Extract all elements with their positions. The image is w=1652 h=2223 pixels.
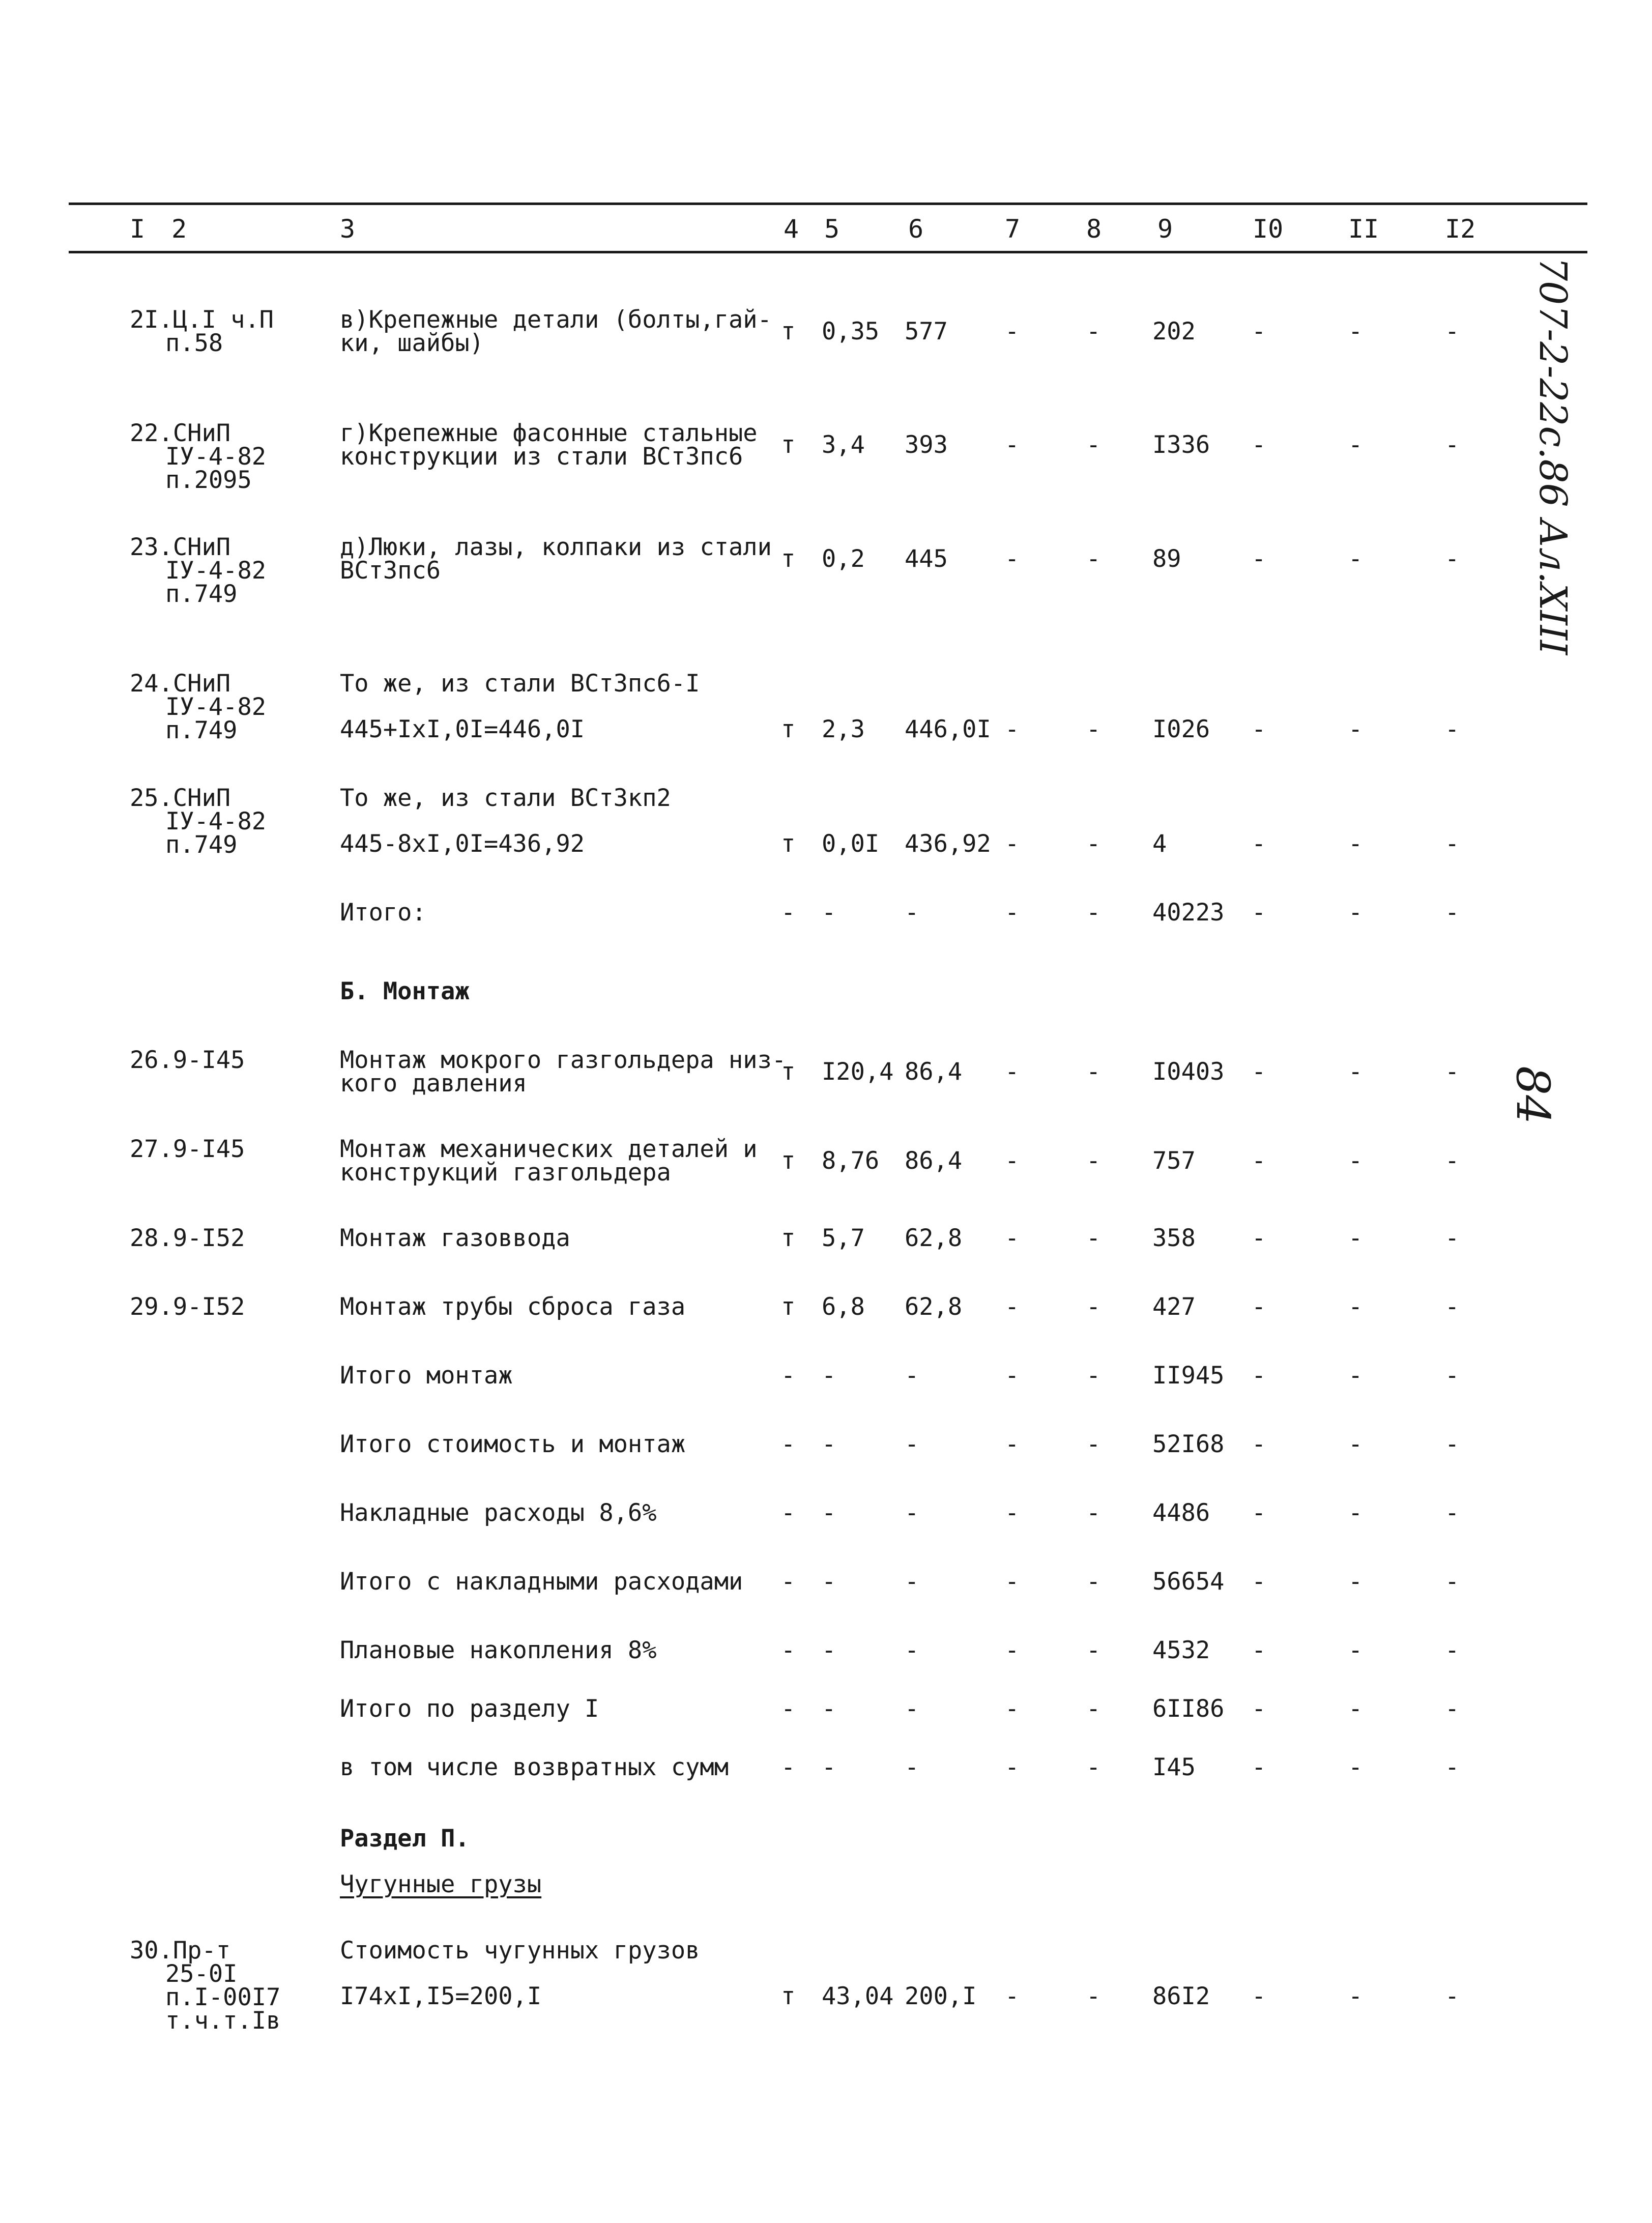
cell-c10: - bbox=[1252, 1058, 1266, 1086]
row-reference: 30.Пр-т bbox=[130, 1937, 231, 1965]
cell-c11: - bbox=[1348, 1224, 1363, 1252]
cell-c4: - bbox=[781, 1568, 796, 1596]
cell-c5: - bbox=[822, 1362, 836, 1390]
cell-c11: - bbox=[1348, 1982, 1363, 2010]
row-reference-line: 25-0I bbox=[165, 1960, 238, 1988]
cell-c4: - bbox=[781, 1695, 796, 1723]
cell-c7: - bbox=[1005, 899, 1020, 927]
cell-c10: - bbox=[1252, 317, 1266, 345]
cell-c12: - bbox=[1445, 1058, 1460, 1086]
cell-c5: 8,76 bbox=[822, 1147, 880, 1175]
cell-c8: - bbox=[1086, 1147, 1101, 1175]
cell-c11: - bbox=[1348, 1430, 1363, 1458]
cell-c5: - bbox=[822, 1568, 836, 1596]
cell-c5: 2,3 bbox=[822, 715, 865, 743]
row-description: Итого с накладными расходами bbox=[340, 1568, 743, 1596]
cell-c11: - bbox=[1348, 431, 1363, 459]
row-reference: 29.9-I52 bbox=[130, 1293, 245, 1321]
row-reference-line: IУ-4-82 bbox=[165, 693, 267, 721]
row-description: Б. Монтаж bbox=[340, 977, 470, 1005]
cell-c8: - bbox=[1086, 830, 1101, 858]
row-description: ки, шайбы) bbox=[340, 329, 484, 357]
cell-c8: - bbox=[1086, 1430, 1101, 1458]
cell-c9: 6II86 bbox=[1152, 1695, 1225, 1723]
col-header-7: 7 bbox=[1005, 214, 1021, 244]
cell-c10: - bbox=[1252, 1636, 1266, 1664]
cell-c4: т bbox=[781, 545, 796, 573]
cell-c10: - bbox=[1252, 830, 1266, 858]
row-description: г)Крепежные фасонные стальные bbox=[340, 419, 758, 447]
cell-c11: - bbox=[1348, 830, 1363, 858]
cell-c9: I026 bbox=[1152, 715, 1210, 743]
cell-c4: т bbox=[781, 1982, 796, 2010]
col-header-8: 8 bbox=[1086, 214, 1102, 244]
row-description: I74xI,I5=200,I bbox=[340, 1982, 542, 2010]
row-reference: 2I.Ц.I ч.П bbox=[130, 306, 274, 334]
cell-c6: - bbox=[905, 1753, 919, 1781]
row-reference-line: п.2095 bbox=[165, 466, 252, 494]
cell-c8: - bbox=[1086, 1224, 1101, 1252]
cell-c4: - bbox=[781, 1753, 796, 1781]
col-header-6: 6 bbox=[908, 214, 924, 244]
cell-c6: - bbox=[905, 1362, 919, 1390]
cell-c8: - bbox=[1086, 1362, 1101, 1390]
cell-c11: - bbox=[1348, 715, 1363, 743]
cell-c5: 0,0I bbox=[822, 830, 880, 858]
cell-c9: 202 bbox=[1152, 317, 1196, 345]
cell-c11: - bbox=[1348, 545, 1363, 573]
row-reference: 22.СНиП bbox=[130, 419, 231, 447]
cell-c7: - bbox=[1005, 1695, 1020, 1723]
row-description: ВСт3пс6 bbox=[340, 557, 441, 585]
cell-c9: 427 bbox=[1152, 1293, 1196, 1321]
cell-c8: - bbox=[1086, 1293, 1101, 1321]
cell-c8: - bbox=[1086, 1636, 1101, 1664]
cell-c12: - bbox=[1445, 317, 1460, 345]
cell-c4: - bbox=[781, 1636, 796, 1664]
cell-c5: - bbox=[822, 1695, 836, 1723]
cell-c4: т bbox=[781, 830, 796, 858]
cell-c12: - bbox=[1445, 1293, 1460, 1321]
row-reference: 25.СНиП bbox=[130, 784, 231, 812]
cell-c8: - bbox=[1086, 1753, 1101, 1781]
cell-c10: - bbox=[1252, 1147, 1266, 1175]
cell-c12: - bbox=[1445, 1636, 1460, 1664]
cell-c8: - bbox=[1086, 545, 1101, 573]
cell-c7: - bbox=[1005, 1293, 1020, 1321]
cell-c11: - bbox=[1348, 1753, 1363, 1781]
cell-c12: - bbox=[1445, 1568, 1460, 1596]
cell-c12: - bbox=[1445, 1982, 1460, 2010]
cell-c7: - bbox=[1005, 1499, 1020, 1527]
cell-c12: - bbox=[1445, 1430, 1460, 1458]
cell-c7: - bbox=[1005, 1147, 1020, 1175]
cell-c5: 3,4 bbox=[822, 431, 865, 459]
cell-c9: 358 bbox=[1152, 1224, 1196, 1252]
row-description: Монтаж мокрого газгольдера низ- bbox=[340, 1046, 787, 1074]
col-header-11: II bbox=[1348, 214, 1379, 244]
cell-c6: 62,8 bbox=[905, 1224, 963, 1252]
cell-c4: т bbox=[781, 1058, 796, 1086]
cell-c10: - bbox=[1252, 431, 1266, 459]
cell-c5: I20,4 bbox=[822, 1058, 894, 1086]
row-description: Итого: bbox=[340, 899, 426, 927]
row-description: Чугунные грузы bbox=[340, 1870, 542, 1898]
cell-c7: - bbox=[1005, 545, 1020, 573]
cell-c9: I45 bbox=[1152, 1753, 1196, 1781]
row-reference: 26.9-I45 bbox=[130, 1046, 245, 1074]
cell-c9: 86I2 bbox=[1152, 1982, 1210, 2010]
cell-c5: - bbox=[822, 1636, 836, 1664]
cell-c12: - bbox=[1445, 431, 1460, 459]
cell-c9: 4532 bbox=[1152, 1636, 1210, 1664]
header-bottom-rule bbox=[69, 251, 1587, 253]
row-reference-line: п.749 bbox=[165, 716, 238, 744]
row-description: в том числе возвратных сумм bbox=[340, 1753, 729, 1781]
col-header-1: I bbox=[130, 214, 146, 244]
cell-c7: - bbox=[1005, 431, 1020, 459]
cell-c4: т bbox=[781, 431, 796, 459]
cell-c12: - bbox=[1445, 1147, 1460, 1175]
cell-c11: - bbox=[1348, 899, 1363, 927]
col-header-4: 4 bbox=[784, 214, 799, 244]
cell-c10: - bbox=[1252, 1430, 1266, 1458]
row-description: Накладные расходы 8,6% bbox=[340, 1499, 657, 1527]
cell-c10: - bbox=[1252, 1224, 1266, 1252]
cell-c6: - bbox=[905, 1636, 919, 1664]
row-reference: 23.СНиП bbox=[130, 533, 231, 561]
cell-c12: - bbox=[1445, 715, 1460, 743]
row-description: Раздел П. bbox=[340, 1825, 470, 1853]
cell-c4: - bbox=[781, 1499, 796, 1527]
row-reference: 24.СНиП bbox=[130, 670, 231, 698]
cell-c10: - bbox=[1252, 899, 1266, 927]
row-description: Итого стоимость и монтаж bbox=[340, 1430, 686, 1458]
row-description: Плановые накопления 8% bbox=[340, 1636, 657, 1664]
cell-c10: - bbox=[1252, 1499, 1266, 1527]
cell-c12: - bbox=[1445, 899, 1460, 927]
cell-c6: 393 bbox=[905, 431, 948, 459]
cell-c6: 446,0I bbox=[905, 715, 991, 743]
cell-c5: - bbox=[822, 1430, 836, 1458]
cell-c6: - bbox=[905, 899, 919, 927]
cell-c6: 200,I bbox=[905, 1982, 977, 2010]
cell-c5: 6,8 bbox=[822, 1293, 865, 1321]
row-description: То же, из стали ВСт3пс6-I bbox=[340, 670, 700, 698]
cell-c6: 86,4 bbox=[905, 1147, 963, 1175]
row-description: конструкции из стали ВСт3пс6 bbox=[340, 443, 743, 471]
cell-c9: 757 bbox=[1152, 1147, 1196, 1175]
cell-c4: т bbox=[781, 1147, 796, 1175]
cell-c7: - bbox=[1005, 715, 1020, 743]
cell-c11: - bbox=[1348, 1568, 1363, 1596]
cell-c9: I0403 bbox=[1152, 1058, 1225, 1086]
cell-c9: 4486 bbox=[1152, 1499, 1210, 1527]
cell-c8: - bbox=[1086, 1568, 1101, 1596]
page-number: 84 bbox=[1506, 1066, 1559, 1124]
cell-c9: I336 bbox=[1152, 431, 1210, 459]
cell-c8: - bbox=[1086, 431, 1101, 459]
cell-c10: - bbox=[1252, 1362, 1266, 1390]
cell-c12: - bbox=[1445, 1224, 1460, 1252]
cell-c10: - bbox=[1252, 1695, 1266, 1723]
col-header-12: I2 bbox=[1445, 214, 1476, 244]
cell-c8: - bbox=[1086, 1058, 1101, 1086]
cell-c11: - bbox=[1348, 317, 1363, 345]
row-description: Итого по разделу I bbox=[340, 1695, 599, 1723]
cell-c10: - bbox=[1252, 1568, 1266, 1596]
header-top-rule bbox=[69, 203, 1587, 205]
cell-c11: - bbox=[1348, 1293, 1363, 1321]
cell-c9: 4 bbox=[1152, 830, 1167, 858]
cell-c12: - bbox=[1445, 1362, 1460, 1390]
cell-c10: - bbox=[1252, 715, 1266, 743]
margin-stamp: 707-2-22с.86 Ал.XIII bbox=[1531, 257, 1575, 655]
cell-c12: - bbox=[1445, 545, 1460, 573]
cell-c7: - bbox=[1005, 1058, 1020, 1086]
cell-c4: - bbox=[781, 1362, 796, 1390]
cell-c12: - bbox=[1445, 1695, 1460, 1723]
row-reference-line: IУ-4-82 bbox=[165, 807, 267, 835]
cell-c9: 56654 bbox=[1152, 1568, 1225, 1596]
cell-c9: II945 bbox=[1152, 1362, 1225, 1390]
col-header-9: 9 bbox=[1157, 214, 1173, 244]
cell-c5: - bbox=[822, 899, 836, 927]
row-description: д)Люки, лазы, колпаки из стали bbox=[340, 533, 772, 561]
cell-c7: - bbox=[1005, 1753, 1020, 1781]
cell-c4: т bbox=[781, 1293, 796, 1321]
cell-c7: - bbox=[1005, 1224, 1020, 1252]
row-description: 445+IxI,0I=446,0I bbox=[340, 715, 585, 743]
cell-c6: - bbox=[905, 1430, 919, 1458]
col-header-3: 3 bbox=[340, 214, 356, 244]
row-reference-line: п.749 bbox=[165, 580, 238, 608]
row-description: Итого монтаж bbox=[340, 1362, 513, 1390]
cell-c11: - bbox=[1348, 1147, 1363, 1175]
cell-c6: 62,8 bbox=[905, 1293, 963, 1321]
cell-c6: 436,92 bbox=[905, 830, 991, 858]
cell-c10: - bbox=[1252, 1982, 1266, 2010]
row-description: Монтаж газоввода bbox=[340, 1224, 570, 1252]
cell-c6: 577 bbox=[905, 317, 948, 345]
row-description: Монтаж трубы сброса газа bbox=[340, 1293, 686, 1321]
cell-c7: - bbox=[1005, 1568, 1020, 1596]
row-description: 445-8xI,0I=436,92 bbox=[340, 830, 585, 858]
cell-c6: - bbox=[905, 1568, 919, 1596]
cell-c6: - bbox=[905, 1499, 919, 1527]
cell-c5: - bbox=[822, 1499, 836, 1527]
cell-c4: т bbox=[781, 715, 796, 743]
cell-c8: - bbox=[1086, 715, 1101, 743]
cell-c11: - bbox=[1348, 1499, 1363, 1527]
cell-c8: - bbox=[1086, 1695, 1101, 1723]
cell-c7: - bbox=[1005, 1430, 1020, 1458]
cell-c7: - bbox=[1005, 1362, 1020, 1390]
row-reference-line: т.ч.т.Iв bbox=[165, 2007, 281, 2035]
col-header-5: 5 bbox=[824, 214, 840, 244]
cell-c5: 0,35 bbox=[822, 317, 880, 345]
cell-c12: - bbox=[1445, 1499, 1460, 1527]
cell-c8: - bbox=[1086, 1499, 1101, 1527]
cell-c10: - bbox=[1252, 1293, 1266, 1321]
cell-c6: 86,4 bbox=[905, 1058, 963, 1086]
cell-c5: - bbox=[822, 1753, 836, 1781]
row-reference-line: п.58 bbox=[165, 329, 223, 357]
cell-c10: - bbox=[1252, 545, 1266, 573]
cell-c4: - bbox=[781, 899, 796, 927]
row-reference-line: п.I-00I7 bbox=[165, 1983, 281, 2011]
row-description: кого давления bbox=[340, 1070, 527, 1098]
cell-c9: 89 bbox=[1152, 545, 1181, 573]
row-reference-line: п.749 bbox=[165, 831, 238, 859]
cell-c11: - bbox=[1348, 1636, 1363, 1664]
col-header-2: 2 bbox=[171, 214, 187, 244]
cell-c9: 52I68 bbox=[1152, 1430, 1225, 1458]
cell-c8: - bbox=[1086, 899, 1101, 927]
row-description: конструкций газгольдера bbox=[340, 1159, 671, 1187]
cell-c4: т bbox=[781, 317, 796, 345]
cell-c8: - bbox=[1086, 317, 1101, 345]
cell-c11: - bbox=[1348, 1058, 1363, 1086]
cell-c7: - bbox=[1005, 317, 1020, 345]
col-header-10: I0 bbox=[1253, 214, 1284, 244]
cell-c5: 5,7 bbox=[822, 1224, 865, 1252]
row-description: Монтаж механических деталей и bbox=[340, 1135, 758, 1163]
row-reference-line: IУ-4-82 bbox=[165, 557, 267, 585]
cell-c7: - bbox=[1005, 830, 1020, 858]
cell-c4: - bbox=[781, 1430, 796, 1458]
cell-c7: - bbox=[1005, 1982, 1020, 2010]
row-description: Стоимость чугунных грузов bbox=[340, 1937, 700, 1965]
row-reference: 28.9-I52 bbox=[130, 1224, 245, 1252]
row-description: То же, из стали ВСт3кп2 bbox=[340, 784, 671, 812]
cell-c8: - bbox=[1086, 1982, 1101, 2010]
row-reference: 27.9-I45 bbox=[130, 1135, 245, 1163]
cell-c6: 445 bbox=[905, 545, 948, 573]
cell-c12: - bbox=[1445, 830, 1460, 858]
cell-c12: - bbox=[1445, 1753, 1460, 1781]
cell-c9: 40223 bbox=[1152, 899, 1225, 927]
cell-c4: т bbox=[781, 1224, 796, 1252]
row-description: в)Крепежные детали (болты,гай- bbox=[340, 306, 772, 334]
cell-c11: - bbox=[1348, 1362, 1363, 1390]
row-reference-line: IУ-4-82 bbox=[165, 443, 267, 471]
cell-c5: 43,04 bbox=[822, 1982, 894, 2010]
cell-c11: - bbox=[1348, 1695, 1363, 1723]
cell-c6: - bbox=[905, 1695, 919, 1723]
cell-c10: - bbox=[1252, 1753, 1266, 1781]
cell-c7: - bbox=[1005, 1636, 1020, 1664]
cell-c5: 0,2 bbox=[822, 545, 865, 573]
